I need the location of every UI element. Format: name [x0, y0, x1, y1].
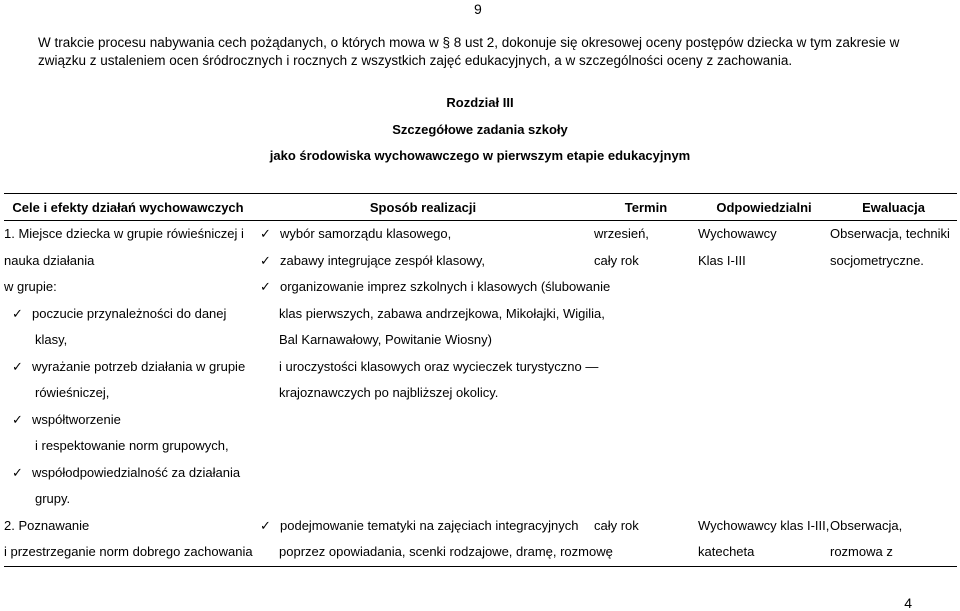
- checkmark-icon: ✓: [260, 252, 271, 268]
- responsible-cell: [698, 513, 830, 567]
- list-item: [252, 221, 594, 248]
- list-item-text: współtworzenie: [32, 411, 121, 427]
- checkmark-icon: ✓: [260, 226, 271, 241]
- goal-text: w grupie:: [4, 279, 57, 294]
- list-item-text: współodpowiedzialność za działania: [32, 464, 241, 480]
- table-row: [4, 221, 957, 513]
- page-number-top: 9: [474, 1, 482, 17]
- responsible-cell: [698, 221, 830, 513]
- header-term: Termin: [594, 194, 698, 221]
- checkmark-icon: ✓: [260, 279, 271, 294]
- list-item-text: poczucie przynależności do danej: [32, 305, 227, 321]
- header-method: Sposób realizacji: [252, 194, 594, 221]
- page-number-bottom: 4: [904, 595, 912, 611]
- goal-text: i przestrzeganie norm dobrego zachowania: [4, 544, 253, 559]
- tasks-table: [4, 193, 957, 567]
- list-item-text: wybór samorządu klasowego,: [280, 226, 452, 241]
- table-header-row: [4, 194, 957, 221]
- list-item-cont: i respektowanie norm grupowych,: [35, 438, 229, 453]
- list-item-cont: Bal Karnawałowy, Powitanie Wiosny): [279, 332, 492, 347]
- checkmark-icon: ✓: [12, 358, 23, 374]
- evaluation-cell: [830, 513, 957, 567]
- intro-paragraph: W trakcie procesu nabywania cech pożądanych, o których mowa w § 8 ust 2, dokonuje się okresowej oceny postępów dziecka w tym zakresie w związku z ustaleniem ocen śródrocznych i rocznych z wszystkich zajęć edukacyjnych, a w szczególności oceny z zachowania.: [38, 35, 900, 68]
- goal-text: 1. Miejsce dziecka w grupie rówieśniczej i: [4, 226, 244, 241]
- goals-cell: [4, 513, 252, 567]
- header-responsible: Odpowiedzialni: [698, 194, 830, 221]
- table-row: [4, 513, 957, 567]
- list-item-cont: i uroczystości klasowych oraz wycieczek turystyczno —: [279, 358, 599, 374]
- list-item-text: podejmowanie tematyki na zajęciach integracyjnych: [280, 517, 579, 533]
- responsible-text: Wychowawcy: [698, 226, 777, 241]
- checkmark-icon: ✓: [12, 464, 23, 480]
- section-title: Szczegółowe zadania szkoły: [392, 122, 568, 137]
- list-item-text: wyrażanie potrzeb działania w grupie: [32, 358, 246, 374]
- term-cell: [594, 221, 698, 513]
- section-subtitle: jako środowiska wychowawczego w pierwszym etapie edukacyjnym: [269, 148, 691, 163]
- responsible-text: katecheta: [698, 544, 755, 559]
- evaluation-text: Obserwacja,: [830, 517, 903, 533]
- list-item: [4, 301, 252, 328]
- list-item-text: zabawy integrujące zespół klasowy,: [280, 252, 485, 268]
- list-item-text: organizowanie imprez szkolnych i klasowych (ślubowanie: [280, 279, 611, 294]
- responsible-text: Klas I-III: [698, 252, 746, 268]
- method-cell: [252, 513, 613, 567]
- goal-text: nauka działania: [4, 252, 95, 268]
- list-item: [252, 274, 611, 301]
- list-item-cont: krajoznawczych po najbliższej okolicy.: [279, 385, 499, 400]
- term-text: cały rok: [594, 252, 639, 268]
- term-text: wrzesień,: [594, 226, 649, 241]
- checkmark-icon: ✓: [12, 305, 23, 321]
- list-item-cont: klas pierwszych, zabawa andrzejkowa, Mikołajki, Wigilia,: [279, 305, 605, 321]
- list-item: [252, 513, 594, 540]
- list-item: [4, 460, 252, 487]
- evaluation-text: rozmowa z: [830, 544, 893, 559]
- list-item: [4, 354, 252, 381]
- method-cell: [252, 221, 611, 513]
- list-item: [4, 407, 252, 434]
- goal-text: 2. Poznawanie: [4, 517, 90, 533]
- chapter-heading: Rozdział III: [446, 95, 514, 110]
- list-item-cont: poprzez opowiadania, scenki rodzajowe, dramę, rozmowę: [279, 544, 613, 559]
- checkmark-icon: ✓: [260, 517, 271, 533]
- evaluation-text: Obserwacja, techniki: [830, 226, 950, 241]
- list-item: [252, 248, 594, 275]
- list-item-cont: grupy.: [35, 491, 71, 506]
- header-goals: Cele i efekty działań wychowawczych: [4, 194, 252, 221]
- responsible-text: Wychowawcy klas I-III,: [698, 517, 830, 533]
- list-item-cont: klasy,: [35, 332, 68, 347]
- term-text: cały rok: [594, 517, 639, 533]
- list-item-cont: rówieśniczej,: [35, 385, 110, 400]
- evaluation-cell: [830, 221, 957, 513]
- checkmark-icon: ✓: [12, 411, 23, 427]
- evaluation-text: socjometryczne.: [830, 252, 924, 268]
- header-evaluation: Ewaluacja: [830, 194, 957, 221]
- goals-cell: [4, 221, 252, 513]
